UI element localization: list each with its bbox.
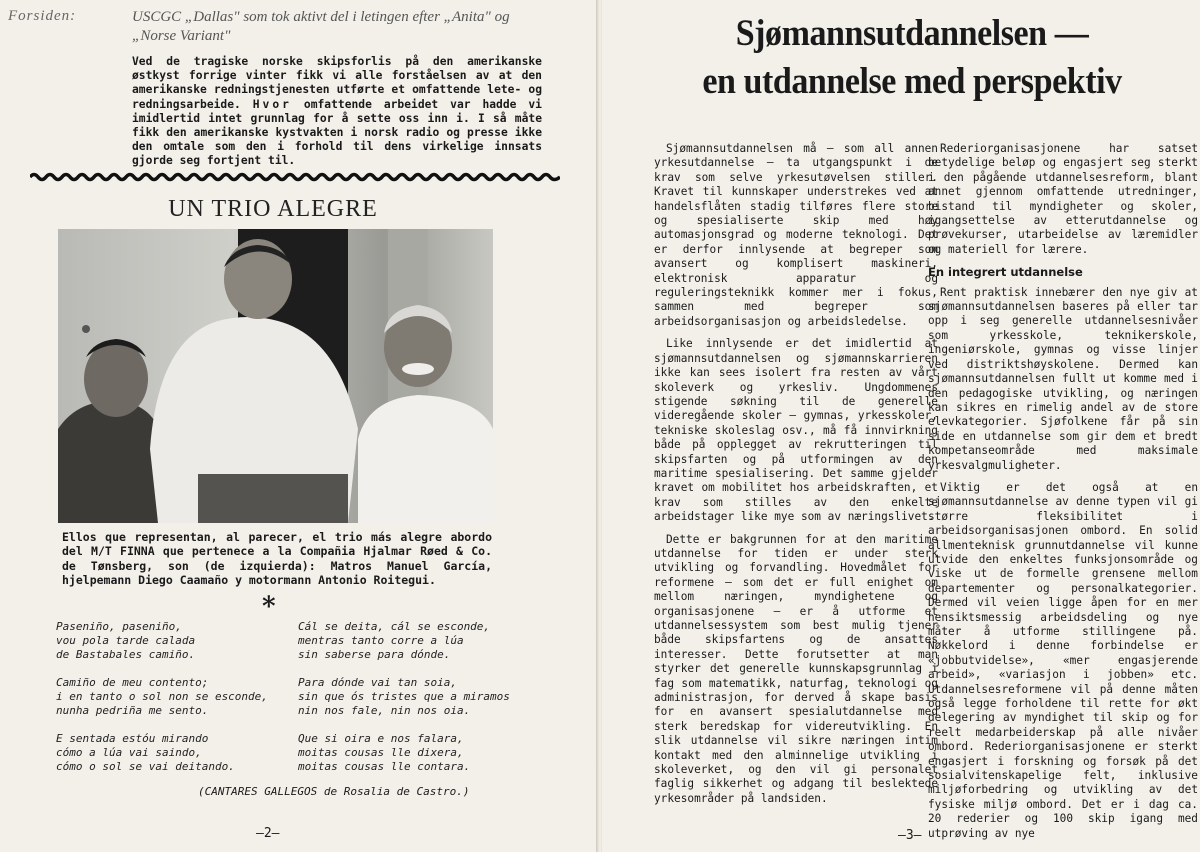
cover-caption: USCGC „Dallas" som tok aktivt del i letingen efter „Anita" og „Norse Variant" [132,9,510,44]
poem-line: cómo o sol se vai deitando. [56,760,235,773]
poem-stanza [298,676,538,718]
poem-stanza [298,732,538,774]
photo-title: UN TRIO ALEGRE [168,196,378,222]
star-divider: * [262,592,276,622]
poem-line: moitas cousas lle contara. [298,760,471,773]
poem-line: Que si oira e nos falara, [298,732,464,745]
poem-line: i en tanto o sol non se esconde, [56,690,268,703]
poem-line: nunha pedriña me sento. [56,704,209,717]
poem-line: Para dónde vai tan soia, [298,676,457,689]
crew-photo [58,229,493,523]
page-number: —2— [256,826,280,841]
poem-line: sin saberse para dónde. [298,648,451,661]
poem-line: E sentada estóu mirando [56,732,209,745]
poem-line: Cál se deita, cál se esconde, [298,620,491,633]
poem-line: cómo a lúa vai saindo, [56,746,202,759]
poem-right-column [298,620,538,788]
headline-line-2: en utdannelse med perspektiv [702,61,1122,102]
poem-left-column [56,620,296,788]
paragraph: Sjømannsutdannelsen må — som all annen yrkesutdannelse — ta utgangspunkt i de krav som selve yrkesutøvelsen stiller. Kravet til kunnskaper understrekes ved at handelsflåten stadig tilføres flere store og spesialiserte skip med høy automasjonsgrad og moderne teknologi. Det er derfor innlysende at begreper som avansert og komplisert maskineri, elektronisk apparatur og reguleringsteknikk kommer mer i fokus, sammen med begreper som arbeidsorganisasjon og arbeidsledelse. [654,142,938,328]
poem-line: nin nos fale, nin nos oia. [298,704,471,717]
intro-text: Ved de tragiske norske skipsforlis på den amerikanske østkyst forrige vinter fikk vi alle forståelsen av at den amerikanske redningstjenesten utførte et omfattende lete- og redningsarbeide. [132,55,542,111]
intro-spaced-word: Hvor [252,97,292,111]
intro-text-rest: omfattende arbeidet var hadde vi imidlertid intet grunnlag for å sette oss inn i. I så måte fikk den amerikanske kystvakten i norsk radio og presse ikke den omtale som den i forhold til dens virkelige innsats gjorde seg fortjent til. [132,97,542,168]
intro-paragraph [132,55,542,169]
poem-line: Paseniño, paseniño, [56,620,182,633]
poem-line: de Bastabales camiño. [56,648,196,661]
poem-line: mentras tanto corre a lúa [298,634,464,647]
poem-line: vou pola tarde calada [56,634,196,647]
page-number: —3— [898,828,922,843]
wavy-divider [30,170,560,184]
article-column-left [654,142,938,814]
paragraph: Viktig er det også at en sjømannsutdannelse av denne typen vil gi større fleksibilitet i arbeidsorganisasjonen ombord. En solid allmenteknisk grunnutdannelse vil kunne utvide den enkeltes funksjonsområde og viske ut de formelle grensene mellom departementer og personalkategorier. Dermed vil veien ligge åpen for en mer hensiktsmessig arbeidsdeling og nye måter å utforme stillingene på. Nøkkelord i denne forbindelse er «jobbutvidelse», «mer engasjerende arbeid», «variasjon i jobben» etc. Utdannelsesreformene vil på denne måten også legge forholdene til rette for økt delegering av myndighet til skip og for reelt medarbeiderskap på alle nivåer ombord. Rederiorganisasjonene er sterkt engasjert i forskning og forsøk på det sosialvitenskapelige felt, inklusive miljøforbedring og utvikling av det fysiske miljø ombord. Det er i dag ca. 20 rederier og 100 skip igang med utprøving av nye [928,480,1198,840]
poem-credit: (CANTARES GALLEGOS de Rosalia de Castro.) [198,785,470,798]
poem-line: Camiño de meu contento; [56,676,209,689]
paragraph: Like innlysende er det imidlertid at sjømannsutdannelsen og sjømannskarrieren ikke kan sees isolert fra resten av vårt skoleverk og yrkesliv. Ungdommenes stigende søkning til de generelle videregående skoler — gymnas, yrkesskoler, tekniske skoleslag osv., må få innvirkning både på opplegget av rekrutteringen til skipsfarten og på utformingen av den maritime spesialisering. Det samme gjelder kravet om mobilitet hos arbeidskraften, et krav som stilles av den enkelte arbeidstager like mye som av næringslivet. [654,337,938,524]
poem-stanza [56,620,296,662]
poem-line: moitas cousas lle dixera, [298,746,464,759]
section-label: Forsiden: [8,8,77,24]
headline-line-1: Sjømannsutdannelsen — [735,13,1089,54]
poem-line: sin que ós tristes que a miramos [298,690,510,703]
paragraph: Rederiorganisasjonene har satset betydelige beløp og engasjert seg sterkt i den pågående utdannelsesreform, blant annet gjennom omfattende utredninger, bistand til myndigheter og skoler, igangsettelse av etterutdannelse og prøvekurser, utarbeidelse av læremidler og materiell for lærere. [928,142,1198,256]
poem-stanza [298,620,538,662]
right-page [602,0,1200,852]
article-headline [664,10,1161,106]
article-column-right [928,142,1198,849]
poem-stanza [56,732,296,774]
subheading: En integrert utdannelse [928,265,1083,280]
paragraph: Rent praktisk innebærer den nye giv at sjømannsutdannelsen baseres på eller tar opp i seg generelle utdannelsesnivåer som yrkesskole, teknikerskole, ingeniørskole, gymnas og visse linjer ved distriktshøyskolene. Dermed kan sjømannsutdannelsen fullt ut komme med i den pedagogiske utvikling, og næringen kan sikres en rimelig andel av de store elevkategorier. Sjøfolkene får på sin side en utdannelse som gir dem et bredt kompetanseområde med maksimale yrkesvalgmuligheter. [928,285,1198,472]
left-page [0,0,598,852]
photo-caption: Ellos que representan, al parecer, el trio más alegre abordo del M/T FINNA que pertenece a la Compañia Hjalmar Røed & Co. de Tønsberg, son (de izquierda): Matros Manuel García, hjelpemann Diego Caamaño y motormann Antonio Roitegui. [62,530,492,588]
poem-stanza [56,676,296,718]
paragraph: Dette er bakgrunnen for at den maritime utdannelse for tiden er under sterk utvikling og forvandling. Hovedmålet for reformene — som det er full enighet om mellom næringen, myndighetene og organisasjonene — er å utforme et utdannelsessystem som best mulig tjener både skipsfartens og de ansattes interesser. Dette forutsetter at man styrker det generelle kunnskapsgrunnlag i fag som matematikk, naturfag, teknologi og administrasjon, for derved å skape basis for en avansert spesialutdannelse med sterk beredskap for videreutvikling. En slik utdannelse vil sikre næringen intim kontakt med den alminnelige utvikling i skoleverket, og den vil gi personalet faglig sikkerhet og adgang til beslektede yrkesområder på landsiden. [654,532,938,805]
